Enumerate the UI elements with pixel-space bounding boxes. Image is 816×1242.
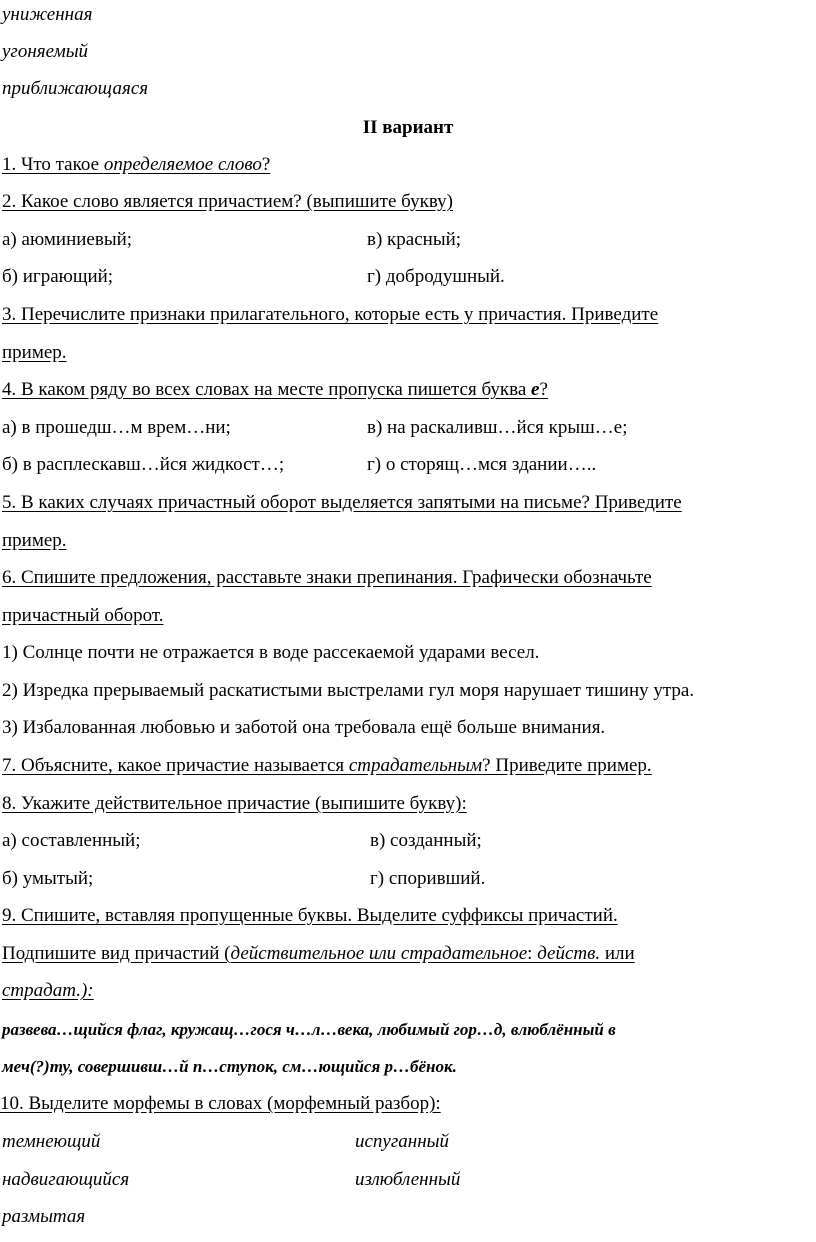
q8-option-b: б) умытый;: [2, 868, 94, 889]
q10-words-row-1: [2, 1130, 449, 1154]
question-6-line-1: 6. Спишите предложения, расставьте знаки препинания. Графически обозначьте: [2, 567, 652, 588]
q4-option-v: в) на раскаливш…йся крыш…е;: [367, 417, 628, 438]
word-1: униженная: [2, 4, 93, 25]
question-1: 1. Что такое определяемое слово?: [2, 154, 271, 175]
question-8: 8. Укажите действительное причастие (выпишите букву):: [2, 793, 467, 814]
q8-option-a: а) составленный;: [2, 830, 141, 851]
q2-options-row-2: [2, 265, 505, 289]
q8-options-row-1: [2, 829, 482, 853]
q4-options-row-2: [2, 453, 597, 477]
question-9-line-2: Подпишите вид причастий (действительное или страдательное: действ. или: [2, 943, 635, 964]
question-2: 2. Какое слово является причастием? (выпишите букву): [2, 191, 453, 212]
q9-words-line-2: меч(?)ту, совершивш…й п…ступок, см…ющийся р…бёнок.: [2, 1057, 457, 1076]
q2-option-g: г) добродушный.: [367, 266, 505, 287]
q10-word-5: размытая: [2, 1206, 86, 1227]
question-7: 7. Объясните, какое причастие называется страдательным? Приведите пример.: [2, 755, 652, 776]
word-2: угоняемый: [2, 41, 89, 62]
q2-option-a: а) аюминиевый;: [2, 229, 133, 250]
q10-word-1: темнеющий: [2, 1131, 101, 1152]
q2-option-b: б) играющий;: [2, 266, 114, 287]
q4-option-b: б) в расплескавш…йся жидкост…;: [2, 454, 285, 475]
q8-option-v: в) созданный;: [370, 830, 482, 851]
q9-words-line-1: развева…щийся флаг, кружащ…гося ч…л…века, любимый гор…д, влюблённый в: [2, 1020, 616, 1039]
q4-option-g: г) о сторящ…мся здании…..: [367, 454, 597, 475]
question-4: 4. В каком ряду во всех словах на месте пропуска пишется буква е?: [2, 379, 548, 400]
q8-options-row-2: [2, 867, 486, 891]
q2-option-v: в) красный;: [367, 229, 462, 250]
word-3: приближающаяся: [2, 78, 149, 99]
question-10: 10. Выделите морфемы в словах (морфемный разбор):: [0, 1093, 441, 1114]
question-9-line-1: 9. Спишите, вставляя пропущенные буквы. Выделите суффиксы причастий.: [2, 905, 618, 926]
q8-option-g: г) споривший.: [370, 868, 486, 889]
variant-title: II вариант: [362, 117, 454, 138]
q6-sentence-1: 1) Солнце почти не отражается в воде рассекаемой ударами весел.: [2, 642, 540, 663]
question-6-line-2: причастный оборот.: [2, 605, 164, 626]
question-3-line-2: пример.: [2, 342, 67, 363]
q10-word-4: излюбленный: [355, 1169, 461, 1190]
q4-options-row-1: [2, 416, 628, 440]
q10-word-3: надвигающийся: [2, 1169, 130, 1190]
question-5-line-2: пример.: [2, 530, 67, 551]
question-3-line-1: 3. Перечислите признаки прилагательного, которые есть у причастия. Приведите: [2, 304, 659, 325]
q10-words-row-2: [2, 1168, 461, 1192]
q4-option-a: а) в прошедш…м врем…ни;: [2, 417, 231, 438]
q6-sentence-3: 3) Избалованная любовью и заботой она требовала ещё больше внимания.: [2, 717, 606, 738]
question-9-line-3: страдат.):: [2, 980, 94, 1001]
q6-sentence-2: 2) Изредка прерываемый раскатистыми выстрелами гул моря нарушает тишину утра.: [2, 680, 695, 701]
question-5-line-1: 5. В каких случаях причастный оборот выделяется запятыми на письме? Приведите: [2, 492, 682, 513]
q2-options-row-1: [2, 228, 462, 252]
q10-word-2: испуганный: [355, 1131, 449, 1152]
